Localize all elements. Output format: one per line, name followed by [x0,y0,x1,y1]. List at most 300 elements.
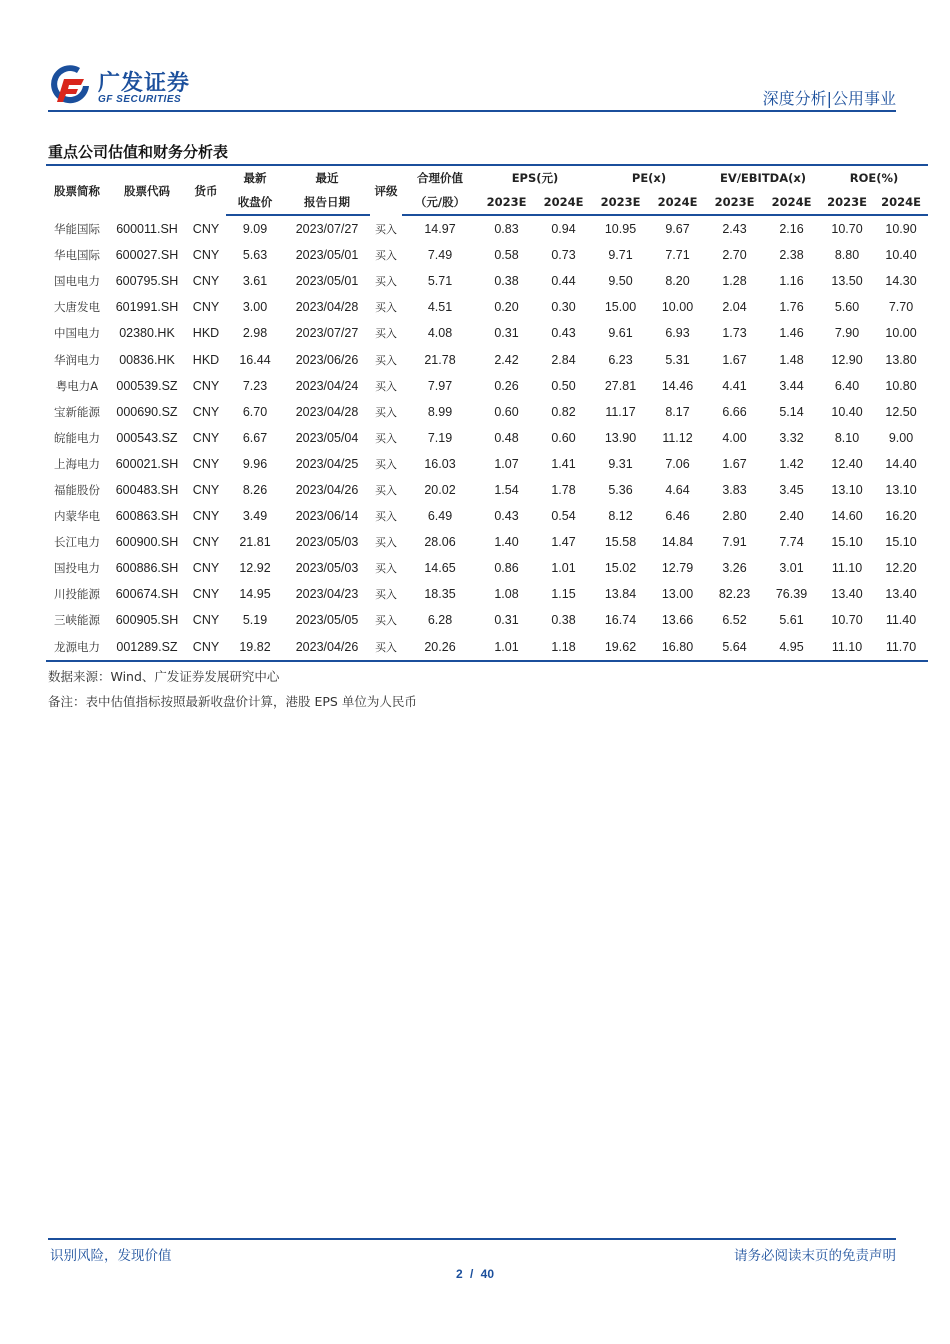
cell-eps-2024e: 0.44 [551,274,576,289]
table-row [46,477,928,503]
logo-chinese-text: 广发证券 [98,71,191,96]
table-row [46,503,928,529]
cell-fair-value: 5.71 [427,274,453,289]
cell-ev-2023e: 6.52 [722,613,747,628]
cell-report-date: 2023/04/28 [295,404,359,419]
cell-rating: 买入 [375,457,397,471]
cell-pe-2023e: 9.71 [608,248,633,263]
cell-roe-2024e: 13.10 [885,482,917,497]
cell-close: 3.61 [242,274,268,289]
col-header-eps-2024e: 2024E [535,190,592,215]
cell-pe-2024e: 14.46 [661,378,694,393]
cell-ev-2024e: 2.40 [779,509,804,524]
footer-disclaimer: 请务必阅读末页的免责声明 [734,1248,896,1264]
cell-rating: 买入 [375,222,397,236]
cell-roe-2024e: 15.10 [885,535,917,550]
cell-fair-value: 6.28 [427,613,453,628]
cell-pe-2024e: 5.31 [665,352,690,367]
cell-report-date: 2023/04/23 [295,587,359,602]
cell-ev-2023e: 5.64 [706,634,763,661]
page-header [48,62,896,112]
cell-eps-2024e: 1.78 [551,482,576,497]
table-row [46,425,928,451]
table-row [46,346,928,372]
cell-rating: 买入 [375,275,397,289]
cell-report-date: 2023/05/03 [295,535,359,550]
cell-roe-2023e: 10.70 [831,613,863,628]
cell-name: 上海电力 [54,456,100,471]
cell-report-date: 2023/04/24 [295,378,359,393]
cell-fair-value: 7.49 [427,248,453,263]
cell-fair-value: 7.97 [427,378,453,393]
cell-code: 02380.HK [119,326,175,341]
cell-roe-2023e: 14.60 [831,509,863,524]
cell-pe-2023e: 9.61 [608,326,633,341]
cell-ev-2024e: 2.16 [779,222,804,237]
cell-name: 三峡能源 [54,613,100,628]
cell-roe-2023e: 13.10 [831,482,863,497]
cell-pe-2024e: 8.17 [665,404,690,419]
col-header-ev-2023e: 2023E [706,190,763,215]
cell-eps-2024e: 0.73 [551,248,576,263]
cell-report-date: 2023/05/01 [295,248,359,263]
cell-currency: CNY [192,482,220,497]
cell-roe-2023e: 6.40 [834,378,860,393]
col-header-roe-2023e: 2023E [820,190,874,215]
cell-close: 6.70 [242,404,268,419]
valuation-table [46,164,928,662]
cell-code: 600027.SH [115,248,179,263]
col-header-close-line2: 收盘价 [226,190,284,215]
cell-report-date: 2023/04/26 [295,482,359,497]
cell-name: 龙源电力 [46,634,108,661]
cell-roe-2024e: 12.20 [885,561,917,576]
cell-currency: CNY [186,634,226,661]
cell-pe-2024e: 10.00 [661,300,694,315]
col-header-eps-2023e: 2023E [478,190,535,215]
cell-ev-2023e: 4.41 [722,378,747,393]
cell-currency: CNY [192,404,220,419]
cell-roe-2023e: 7.90 [834,326,860,341]
cell-fair-value: 14.65 [424,561,456,576]
cell-close: 5.63 [242,248,268,263]
cell-code: 000539.SZ [116,378,178,393]
cell-pe-2024e: 9.67 [665,222,690,237]
cell-close: 7.23 [242,378,268,393]
cell-report-date: 2023/04/25 [295,456,359,471]
cell-pe-2023e: 6.23 [608,352,633,367]
cell-roe-2024e: 14.30 [885,274,917,289]
cell-currency: CNY [192,535,220,550]
col-header-ev-2024e: 2024E [763,190,820,215]
cell-ev-2023e: 2.43 [722,222,747,237]
page-number [0,1267,950,1281]
cell-report-date: 2023/07/27 [295,326,359,341]
cell-eps-2024e: 0.50 [551,378,576,393]
cell-pe-2023e: 19.62 [592,634,649,661]
cell-eps-2023e: 1.01 [478,634,535,661]
cell-name: 国投电力 [54,561,100,576]
cell-currency: CNY [192,561,220,576]
cell-name: 粤电力A [55,378,99,393]
cell-currency: HKD [192,352,220,367]
cell-eps-2024e: 1.47 [551,535,576,550]
cell-currency: HKD [192,326,220,341]
cell-close: 6.67 [242,430,268,445]
cell-close: 9.96 [242,456,268,471]
cell-roe-2024e: 13.80 [885,352,917,367]
cell-eps-2023e: 0.31 [494,613,519,628]
logo-english-text: GF SECURITIES [98,94,182,105]
cell-code: 600674.SH [115,587,179,602]
cell-ev-2024e: 4.95 [763,634,820,661]
cell-report-date: 2023/04/26 [284,634,370,661]
col-header-code: 股票代码 [108,165,186,215]
col-header-roe-2024e: 2024E [874,190,928,215]
cell-code: 601991.SH [115,300,179,315]
cell-eps-2023e: 2.42 [494,352,519,367]
cell-eps-2023e: 0.86 [494,561,519,576]
cell-pe-2023e: 13.84 [604,587,637,602]
table-row [46,607,928,633]
cell-roe-2023e: 12.40 [831,456,863,471]
cell-pe-2023e: 9.31 [608,456,633,471]
cell-roe-2024e: 16.20 [885,509,917,524]
footer-slogan: 识别风险，发现价值 [50,1248,172,1264]
cell-report-date: 2023/05/04 [295,430,359,445]
cell-code: 600886.SH [115,561,179,576]
cell-currency: CNY [192,430,220,445]
cell-code: 600795.SH [115,274,179,289]
cell-ev-2024e: 3.45 [779,482,804,497]
cell-roe-2023e: 10.70 [831,222,863,237]
cell-rating: 买入 [375,353,397,367]
cell-roe-2023e: 12.90 [831,352,863,367]
cell-rating: 买入 [375,301,397,315]
table-row [46,242,928,268]
cell-pe-2023e: 9.50 [608,274,633,289]
cell-roe-2023e: 11.10 [820,634,874,661]
cell-pe-2023e: 11.17 [605,404,636,419]
cell-close: 8.26 [242,482,268,497]
cell-ev-2023e: 4.00 [722,430,747,445]
table-row [46,215,928,242]
table-row [46,555,928,581]
cell-close: 19.82 [226,634,284,661]
cell-ev-2024e: 1.76 [779,300,804,315]
cell-fair-value: 7.19 [427,430,453,445]
cell-eps-2023e: 0.38 [494,274,519,289]
cell-roe-2024e: 10.90 [885,222,917,237]
cell-fair-value: 28.06 [424,535,456,550]
table-row [46,373,928,399]
table-row [46,581,928,607]
cell-rating: 买入 [375,379,397,393]
data-source-note: 数据来源：Wind、广发证券发展研究中心 [48,669,280,684]
cell-pe-2023e: 27.81 [604,378,637,393]
table-row [46,294,928,320]
cell-eps-2024e: 0.54 [551,509,576,524]
cell-pe-2023e: 15.00 [604,300,637,315]
cell-report-date: 2023/05/01 [295,274,359,289]
cell-fair-value: 14.97 [424,222,456,237]
header-divider [48,110,896,112]
cell-pe-2024e: 7.06 [665,456,690,471]
col-header-eps: EPS(元) [478,165,592,190]
cell-eps-2023e: 0.60 [494,404,519,419]
cell-eps-2024e: 0.82 [551,404,576,419]
table-title: 重点公司估值和财务分析表 [48,143,229,161]
cell-eps-2023e: 0.20 [494,300,519,315]
table-row [46,399,928,425]
cell-rating: 买入 [375,327,397,341]
cell-close: 5.19 [242,613,268,628]
col-header-rating: 评级 [370,165,402,215]
cell-pe-2023e: 8.12 [608,509,633,524]
cell-roe-2024e: 12.50 [885,404,917,419]
cell-pe-2024e: 4.64 [665,482,690,497]
cell-name: 大唐发电 [54,300,100,315]
cell-pe-2023e: 13.90 [604,430,637,445]
cell-eps-2023e: 0.58 [494,248,519,263]
cell-roe-2023e: 11.10 [831,561,863,576]
cell-roe-2023e: 8.80 [834,248,860,263]
cell-eps-2024e: 0.94 [551,222,576,237]
col-header-report-line2: 报告日期 [284,190,370,215]
cell-ev-2023e: 2.80 [722,509,747,524]
cell-ev-2024e: 3.32 [779,430,804,445]
cell-pe-2024e: 6.93 [665,326,690,341]
cell-name: 福能股份 [54,482,100,497]
col-header-pe-2023e: 2023E [592,190,649,215]
cell-eps-2023e: 0.83 [494,222,519,237]
cell-fair-value: 18.35 [424,587,456,602]
col-header-currency: 货币 [186,165,226,215]
col-header-close-line1: 最新 [226,165,284,190]
cell-ev-2023e: 1.67 [722,456,747,471]
cell-currency: CNY [192,221,220,236]
cell-roe-2023e: 13.40 [831,587,863,602]
cell-pe-2024e: 13.66 [661,613,694,628]
cell-currency: CNY [192,509,220,524]
cell-roe-2024e: 13.40 [885,587,917,602]
cell-fair-value: 4.51 [427,300,453,315]
cell-name: 华能国际 [54,221,100,236]
cell-eps-2024e: 1.01 [551,561,576,576]
cell-eps-2024e: 1.15 [551,587,576,602]
cell-rating: 买入 [375,405,397,419]
cell-ev-2023e: 7.91 [722,535,747,550]
cell-currency: CNY [192,378,220,393]
cell-roe-2023e: 8.10 [834,430,860,445]
cell-close: 16.44 [239,352,271,367]
cell-eps-2023e: 1.07 [494,456,519,471]
cell-currency: CNY [192,456,220,471]
cell-pe-2024e: 12.79 [661,561,694,576]
cell-name: 中国电力 [54,326,100,341]
cell-fair-value: 16.03 [424,456,456,471]
cell-ev-2024e: 3.44 [779,378,804,393]
cell-ev-2024e: 76.39 [775,587,808,602]
table-row [46,451,928,477]
cell-currency: CNY [192,587,220,602]
cell-ev-2024e: 7.74 [779,535,804,550]
cell-code: 600863.SH [115,509,179,524]
cell-ev-2024e: 1.46 [779,326,804,341]
cell-currency: CNY [192,613,220,628]
col-header-fair-line2: （元/股） [402,190,478,215]
cell-report-date: 2023/04/28 [295,300,359,315]
table-row [46,529,928,555]
cell-currency: CNY [192,300,220,315]
cell-rating: 买入 [375,588,397,602]
cell-eps-2024e: 2.84 [551,352,576,367]
cell-close: 14.95 [239,587,271,602]
cell-ev-2023e: 3.26 [722,561,747,576]
cell-close: 9.09 [242,222,268,237]
cell-fair-value: 21.78 [424,352,456,367]
cell-roe-2024e: 7.70 [888,300,914,315]
cell-eps-2024e: 0.38 [551,613,576,628]
col-header-report-line1: 最近 [284,165,370,190]
cell-report-date: 2023/07/27 [295,222,359,237]
cell-eps-2023e: 0.43 [494,509,519,524]
cell-ev-2024e: 1.48 [779,352,804,367]
cell-eps-2023e: 1.08 [494,587,519,602]
cell-pe-2024e: 8.20 [665,274,690,289]
cell-code: 000543.SZ [116,430,178,445]
cell-eps-2023e: 1.54 [494,482,519,497]
cell-roe-2024e: 11.70 [874,634,928,661]
cell-rating: 买入 [375,562,397,576]
cell-name: 皖能电力 [54,430,100,445]
gf-logo-icon [50,64,92,106]
cell-pe-2023e: 15.58 [604,535,637,550]
cell-pe-2024e: 14.84 [661,535,694,550]
cell-eps-2024e: 1.18 [535,634,592,661]
cell-name: 长江电力 [54,535,100,550]
cell-report-date: 2023/05/03 [295,561,359,576]
cell-fair-value: 20.26 [402,634,478,661]
cell-ev-2024e: 2.38 [779,248,804,263]
cell-eps-2024e: 1.41 [551,456,576,471]
cell-code: 600021.SH [115,456,179,471]
cell-eps-2023e: 1.40 [494,535,519,550]
table-row [46,268,928,294]
cell-fair-value: 8.99 [427,404,453,419]
cell-ev-2023e: 82.23 [718,587,751,602]
gf-securities-logo [48,62,238,110]
cell-close: 3.00 [242,300,268,315]
cell-name: 宝新能源 [54,404,100,419]
table-row [46,634,928,661]
cell-ev-2024e: 5.14 [779,404,804,419]
cell-pe-2024e: 16.80 [649,634,706,661]
cell-fair-value: 20.02 [424,482,456,497]
cell-code: 600483.SH [115,482,179,497]
col-header-ev-ebitda: EV/EBITDA(x) [706,165,820,190]
page-total: 40 [480,1267,495,1281]
cell-rating: 买入 [375,536,397,550]
cell-close: 21.81 [239,535,271,550]
cell-ev-2023e: 2.04 [722,300,747,315]
cell-fair-value: 4.08 [427,326,453,341]
cell-ev-2023e: 1.73 [722,326,747,341]
cell-pe-2024e: 11.12 [662,430,693,445]
cell-pe-2023e: 5.36 [608,482,633,497]
cell-roe-2024e: 10.00 [885,326,917,341]
cell-roe-2024e: 14.40 [885,456,917,471]
cell-roe-2023e: 5.60 [834,300,860,315]
cell-roe-2023e: 15.10 [831,535,863,550]
cell-roe-2024e: 10.80 [885,378,917,393]
cell-pe-2023e: 15.02 [604,561,637,576]
col-header-pe-2024e: 2024E [649,190,706,215]
cell-rating: 买入 [370,634,402,661]
cell-code: 000690.SZ [116,404,178,419]
table-row [46,320,928,346]
cell-pe-2024e: 13.00 [661,587,694,602]
cell-ev-2023e: 3.83 [722,482,747,497]
cell-code: 600011.SH [116,221,178,236]
remark-note: 备注：表中估值指标按照最新收盘价计算，港股 EPS 单位为人民币 [48,694,417,709]
page-current: 2 [455,1267,463,1281]
cell-fair-value: 6.49 [427,509,453,524]
cell-code: 001289.SZ [108,634,186,661]
cell-eps-2024e: 0.30 [551,300,576,315]
cell-ev-2024e: 1.16 [779,274,804,289]
cell-roe-2024e: 9.00 [888,430,914,445]
cell-eps-2023e: 0.26 [494,378,519,393]
cell-report-date: 2023/06/14 [295,509,359,524]
cell-rating: 买入 [375,249,397,263]
cell-ev-2023e: 1.67 [722,352,747,367]
cell-roe-2024e: 11.40 [885,613,917,628]
report-section-label: 深度分析|公用事业 [762,89,896,108]
cell-currency: CNY [192,274,220,289]
cell-eps-2024e: 0.60 [551,430,576,445]
cell-code: 600905.SH [115,613,179,628]
cell-roe-2023e: 13.50 [831,274,863,289]
cell-name: 华润电力 [54,352,100,367]
cell-eps-2024e: 0.43 [551,326,576,341]
cell-code: 600900.SH [115,535,179,550]
cell-ev-2024e: 5.61 [779,613,804,628]
cell-pe-2024e: 7.71 [665,248,690,263]
cell-rating: 买入 [375,483,397,497]
cell-name: 内蒙华电 [54,509,100,524]
cell-pe-2023e: 16.74 [604,613,637,628]
col-header-fair-line1: 合理价值 [402,165,478,190]
cell-eps-2023e: 0.48 [494,430,519,445]
cell-rating: 买入 [375,510,397,524]
cell-name: 川投能源 [54,587,100,602]
cell-ev-2024e: 1.42 [779,456,804,471]
cell-pe-2023e: 10.95 [604,222,637,237]
cell-currency: CNY [192,248,220,263]
cell-eps-2023e: 0.31 [494,326,519,341]
col-header-pe: PE(x) [592,165,706,190]
cell-roe-2024e: 10.40 [885,248,917,263]
cell-roe-2023e: 10.40 [831,404,863,419]
footer-divider [48,1238,896,1240]
cell-ev-2023e: 2.70 [722,248,747,263]
table-body [46,215,928,661]
col-header-roe: ROE(%) [820,165,928,190]
cell-report-date: 2023/05/05 [295,613,359,628]
cell-report-date: 2023/06/26 [295,352,359,367]
cell-close: 12.92 [239,561,271,576]
